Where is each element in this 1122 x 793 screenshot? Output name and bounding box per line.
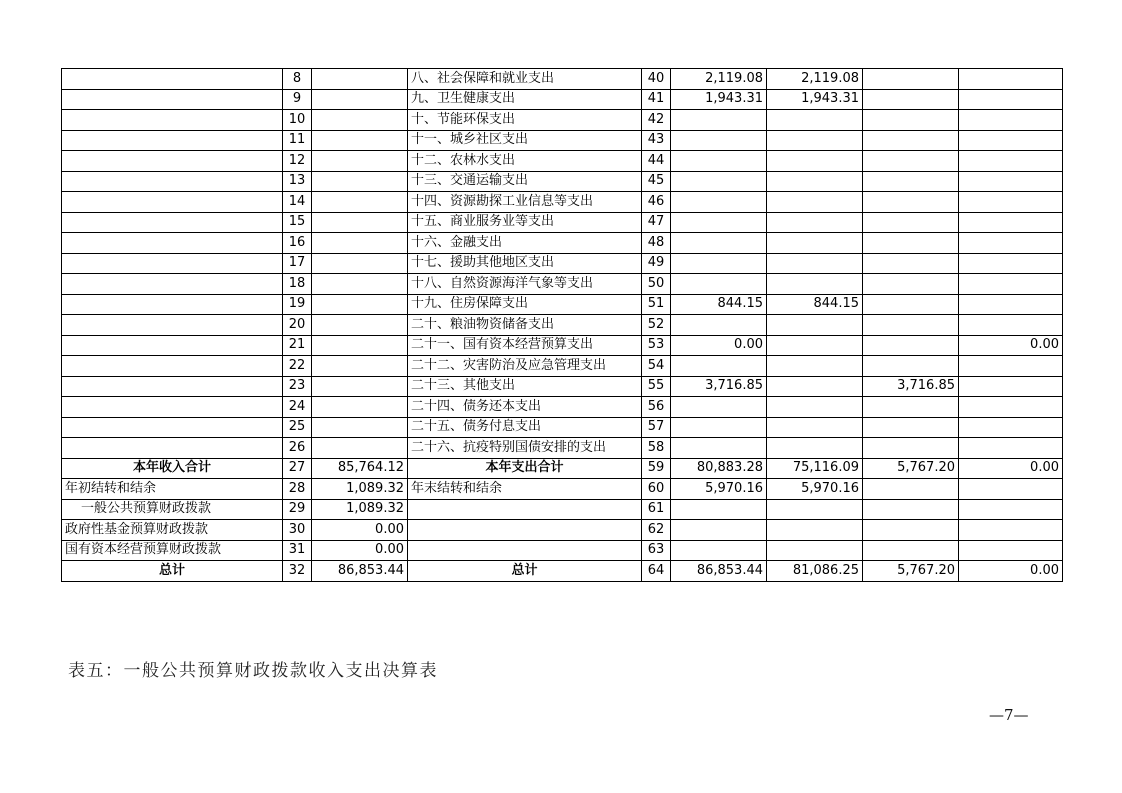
general-budget-cell bbox=[767, 499, 863, 520]
expense-total-cell bbox=[671, 192, 767, 213]
expense-number-cell: 57 bbox=[642, 417, 671, 438]
expense-total-cell: 844.15 bbox=[671, 294, 767, 315]
income-amount-cell bbox=[312, 274, 408, 295]
state-capital-cell bbox=[959, 253, 1063, 274]
fund-budget-cell bbox=[863, 417, 959, 438]
expense-item-cell: 二十五、债务付息支出 bbox=[408, 417, 642, 438]
expense-number-cell: 49 bbox=[642, 253, 671, 274]
general-budget-cell bbox=[767, 397, 863, 418]
expense-number-cell: 47 bbox=[642, 212, 671, 233]
expense-total-cell bbox=[671, 212, 767, 233]
state-capital-cell: 0.00 bbox=[959, 458, 1063, 479]
fund-budget-cell bbox=[863, 315, 959, 336]
state-capital-cell: 0.00 bbox=[959, 335, 1063, 356]
income-amount-cell bbox=[312, 376, 408, 397]
general-budget-cell bbox=[767, 110, 863, 131]
expense-item-cell: 十九、住房保障支出 bbox=[408, 294, 642, 315]
expense-total-cell bbox=[671, 417, 767, 438]
income-label-cell bbox=[62, 151, 283, 172]
expense-item-cell: 二十、粮油物资储备支出 bbox=[408, 315, 642, 336]
general-budget-cell bbox=[767, 274, 863, 295]
income-amount-cell bbox=[312, 294, 408, 315]
expense-item-cell bbox=[408, 540, 642, 561]
fund-budget-cell bbox=[863, 520, 959, 541]
total-income-label: 本年收入合计 bbox=[62, 458, 283, 479]
state-capital-cell bbox=[959, 417, 1063, 438]
expense-number-cell: 40 bbox=[642, 69, 671, 90]
income-label-cell bbox=[62, 438, 283, 459]
income-amount-cell: 0.00 bbox=[312, 540, 408, 561]
row-number-cell: 14 bbox=[283, 192, 312, 213]
table-row bbox=[62, 253, 1063, 274]
state-capital-cell bbox=[959, 130, 1063, 151]
fund-budget-cell bbox=[863, 335, 959, 356]
row-number-cell: 17 bbox=[283, 253, 312, 274]
table-row bbox=[62, 151, 1063, 172]
table-row bbox=[62, 356, 1063, 377]
expense-total-cell bbox=[671, 253, 767, 274]
expense-item-cell: 九、卫生健康支出 bbox=[408, 89, 642, 110]
expense-item-cell: 二十三、其他支出 bbox=[408, 376, 642, 397]
income-amount-cell bbox=[312, 89, 408, 110]
table-row bbox=[62, 89, 1063, 110]
general-budget-cell bbox=[767, 438, 863, 459]
table-row bbox=[62, 315, 1063, 336]
expense-number-cell: 51 bbox=[642, 294, 671, 315]
expense-number-cell: 41 bbox=[642, 89, 671, 110]
fund-budget-cell bbox=[863, 397, 959, 418]
income-label-cell bbox=[62, 294, 283, 315]
row-number-cell: 8 bbox=[283, 69, 312, 90]
table-row bbox=[62, 274, 1063, 295]
income-amount-cell bbox=[312, 233, 408, 254]
expense-item-cell: 十一、城乡社区支出 bbox=[408, 130, 642, 151]
expense-item-cell bbox=[408, 520, 642, 541]
state-capital-cell: 0.00 bbox=[959, 561, 1063, 582]
fund-budget-cell bbox=[863, 192, 959, 213]
general-budget-cell bbox=[767, 253, 863, 274]
page-number: —7— bbox=[989, 706, 1029, 724]
row-number-cell: 12 bbox=[283, 151, 312, 172]
row-number-cell: 9 bbox=[283, 89, 312, 110]
expense-number-cell: 58 bbox=[642, 438, 671, 459]
fund-budget-cell bbox=[863, 130, 959, 151]
general-budget-cell bbox=[767, 335, 863, 356]
state-capital-cell bbox=[959, 520, 1063, 541]
fund-budget-cell bbox=[863, 294, 959, 315]
expense-number-cell: 56 bbox=[642, 397, 671, 418]
state-capital-cell bbox=[959, 151, 1063, 172]
table-row bbox=[62, 376, 1063, 397]
fund-budget-cell bbox=[863, 356, 959, 377]
fund-budget-cell bbox=[863, 540, 959, 561]
table-caption: 表五：一般公共预算财政拨款收入支出决算表 bbox=[68, 661, 438, 681]
expense-item-cell: 二十二、灾害防治及应急管理支出 bbox=[408, 356, 642, 377]
fund-budget-cell bbox=[863, 171, 959, 192]
expense-number-cell: 43 bbox=[642, 130, 671, 151]
income-label-cell bbox=[62, 253, 283, 274]
expense-number-cell: 46 bbox=[642, 192, 671, 213]
expense-total-cell: 86,853.44 bbox=[671, 561, 767, 582]
row-number-cell: 13 bbox=[283, 171, 312, 192]
expense-total-cell: 80,883.28 bbox=[671, 458, 767, 479]
fund-budget-cell bbox=[863, 479, 959, 500]
expense-total-cell: 3,716.85 bbox=[671, 376, 767, 397]
carry-sub-label: 国有资本经营预算财政拨款 bbox=[62, 540, 283, 561]
grand-total-row bbox=[62, 561, 1063, 582]
general-budget-cell: 844.15 bbox=[767, 294, 863, 315]
state-capital-cell bbox=[959, 438, 1063, 459]
income-label-cell bbox=[62, 376, 283, 397]
state-capital-cell bbox=[959, 376, 1063, 397]
carry-sub-row bbox=[62, 499, 1063, 520]
carry-sub-label: 一般公共预算财政拨款 bbox=[62, 499, 283, 520]
expense-total-cell bbox=[671, 356, 767, 377]
general-budget-cell: 1,943.31 bbox=[767, 89, 863, 110]
expense-number-cell: 60 bbox=[642, 479, 671, 500]
general-budget-cell: 2,119.08 bbox=[767, 69, 863, 90]
expense-total-cell: 5,970.16 bbox=[671, 479, 767, 500]
expense-number-cell: 59 bbox=[642, 458, 671, 479]
expense-total-cell bbox=[671, 499, 767, 520]
state-capital-cell bbox=[959, 110, 1063, 131]
table-row bbox=[62, 397, 1063, 418]
state-capital-cell bbox=[959, 274, 1063, 295]
income-amount-cell bbox=[312, 69, 408, 90]
fund-budget-cell bbox=[863, 438, 959, 459]
row-number-cell: 10 bbox=[283, 110, 312, 131]
expense-number-cell: 55 bbox=[642, 376, 671, 397]
row-number-cell: 19 bbox=[283, 294, 312, 315]
grand-total-expense-label: 总计 bbox=[408, 561, 642, 582]
general-budget-cell bbox=[767, 233, 863, 254]
expense-total-cell bbox=[671, 315, 767, 336]
state-capital-cell bbox=[959, 171, 1063, 192]
general-budget-cell bbox=[767, 151, 863, 172]
expense-total-cell bbox=[671, 540, 767, 561]
row-number-cell: 22 bbox=[283, 356, 312, 377]
budget-final-accounts-table bbox=[61, 68, 1063, 582]
income-amount-cell: 1,089.32 bbox=[312, 479, 408, 500]
table-row bbox=[62, 294, 1063, 315]
fund-budget-cell bbox=[863, 212, 959, 233]
row-number-cell: 20 bbox=[283, 315, 312, 336]
fund-budget-cell bbox=[863, 499, 959, 520]
table-row bbox=[62, 335, 1063, 356]
general-budget-cell bbox=[767, 520, 863, 541]
expense-item-cell: 十四、资源勘探工业信息等支出 bbox=[408, 192, 642, 213]
fund-budget-cell bbox=[863, 253, 959, 274]
expense-item-cell: 十、节能环保支出 bbox=[408, 110, 642, 131]
table-row bbox=[62, 110, 1063, 131]
income-label-cell bbox=[62, 69, 283, 90]
fund-budget-cell bbox=[863, 69, 959, 90]
expense-item-cell: 十五、商业服务业等支出 bbox=[408, 212, 642, 233]
expense-total-cell bbox=[671, 233, 767, 254]
fund-budget-cell: 5,767.20 bbox=[863, 458, 959, 479]
table-row bbox=[62, 417, 1063, 438]
state-capital-cell bbox=[959, 89, 1063, 110]
row-number-cell: 27 bbox=[283, 458, 312, 479]
expense-total-cell bbox=[671, 274, 767, 295]
fund-budget-cell bbox=[863, 274, 959, 295]
total-expense-label: 本年支出合计 bbox=[408, 458, 642, 479]
table-row bbox=[62, 438, 1063, 459]
row-number-cell: 16 bbox=[283, 233, 312, 254]
state-capital-cell bbox=[959, 212, 1063, 233]
income-amount-cell: 1,089.32 bbox=[312, 499, 408, 520]
income-amount-cell bbox=[312, 171, 408, 192]
row-number-cell: 24 bbox=[283, 397, 312, 418]
income-amount-cell bbox=[312, 253, 408, 274]
income-amount-cell bbox=[312, 192, 408, 213]
income-label-cell bbox=[62, 110, 283, 131]
income-label-cell bbox=[62, 397, 283, 418]
income-amount-cell bbox=[312, 130, 408, 151]
state-capital-cell bbox=[959, 69, 1063, 90]
expense-number-cell: 44 bbox=[642, 151, 671, 172]
expense-number-cell: 63 bbox=[642, 540, 671, 561]
expense-item-cell: 十三、交通运输支出 bbox=[408, 171, 642, 192]
year-end-carry-label: 年末结转和结余 bbox=[408, 479, 642, 500]
expense-number-cell: 52 bbox=[642, 315, 671, 336]
income-amount-cell: 0.00 bbox=[312, 520, 408, 541]
expense-item-cell: 二十一、国有资本经营预算支出 bbox=[408, 335, 642, 356]
expense-number-cell: 54 bbox=[642, 356, 671, 377]
expense-total-cell bbox=[671, 151, 767, 172]
general-budget-cell bbox=[767, 356, 863, 377]
expense-total-cell bbox=[671, 397, 767, 418]
row-number-cell: 32 bbox=[283, 561, 312, 582]
state-capital-cell bbox=[959, 294, 1063, 315]
total-income-row bbox=[62, 458, 1063, 479]
general-budget-cell bbox=[767, 130, 863, 151]
income-label-cell bbox=[62, 130, 283, 151]
expense-total-cell bbox=[671, 171, 767, 192]
general-budget-cell bbox=[767, 192, 863, 213]
expense-item-cell: 八、社会保障和就业支出 bbox=[408, 69, 642, 90]
fund-budget-cell bbox=[863, 233, 959, 254]
income-label-cell bbox=[62, 171, 283, 192]
table-body bbox=[62, 69, 1063, 582]
expense-total-cell bbox=[671, 520, 767, 541]
income-amount-cell bbox=[312, 397, 408, 418]
row-number-cell: 28 bbox=[283, 479, 312, 500]
income-amount-cell bbox=[312, 438, 408, 459]
income-label-cell bbox=[62, 335, 283, 356]
state-capital-cell bbox=[959, 397, 1063, 418]
general-budget-cell bbox=[767, 417, 863, 438]
expense-item-cell: 二十四、债务还本支出 bbox=[408, 397, 642, 418]
income-label-cell bbox=[62, 315, 283, 336]
row-number-cell: 26 bbox=[283, 438, 312, 459]
income-amount-cell: 85,764.12 bbox=[312, 458, 408, 479]
table-row bbox=[62, 130, 1063, 151]
row-number-cell: 30 bbox=[283, 520, 312, 541]
general-budget-cell bbox=[767, 540, 863, 561]
expense-number-cell: 50 bbox=[642, 274, 671, 295]
income-amount-cell: 86,853.44 bbox=[312, 561, 408, 582]
expense-total-cell bbox=[671, 438, 767, 459]
income-label-cell bbox=[62, 89, 283, 110]
fund-budget-cell bbox=[863, 110, 959, 131]
expense-total-cell: 2,119.08 bbox=[671, 69, 767, 90]
income-amount-cell bbox=[312, 315, 408, 336]
grand-total-label: 总计 bbox=[62, 561, 283, 582]
general-budget-cell bbox=[767, 376, 863, 397]
state-capital-cell bbox=[959, 540, 1063, 561]
income-amount-cell bbox=[312, 335, 408, 356]
expense-item-cell bbox=[408, 499, 642, 520]
income-label-cell bbox=[62, 212, 283, 233]
expense-number-cell: 62 bbox=[642, 520, 671, 541]
carry-over-label: 年初结转和结余 bbox=[62, 479, 283, 500]
income-label-cell bbox=[62, 192, 283, 213]
row-number-cell: 29 bbox=[283, 499, 312, 520]
income-amount-cell bbox=[312, 417, 408, 438]
general-budget-cell: 5,970.16 bbox=[767, 479, 863, 500]
table-row bbox=[62, 192, 1063, 213]
general-budget-cell: 81,086.25 bbox=[767, 561, 863, 582]
expense-total-cell bbox=[671, 130, 767, 151]
expense-item-cell: 十二、农林水支出 bbox=[408, 151, 642, 172]
expense-total-cell: 1,943.31 bbox=[671, 89, 767, 110]
row-number-cell: 25 bbox=[283, 417, 312, 438]
income-amount-cell bbox=[312, 110, 408, 131]
state-capital-cell bbox=[959, 192, 1063, 213]
row-number-cell: 15 bbox=[283, 212, 312, 233]
fund-budget-cell: 3,716.85 bbox=[863, 376, 959, 397]
state-capital-cell bbox=[959, 479, 1063, 500]
expense-item-cell: 二十六、抗疫特别国债安排的支出 bbox=[408, 438, 642, 459]
income-amount-cell bbox=[312, 212, 408, 233]
income-amount-cell bbox=[312, 356, 408, 377]
row-number-cell: 21 bbox=[283, 335, 312, 356]
fund-budget-cell bbox=[863, 89, 959, 110]
row-number-cell: 11 bbox=[283, 130, 312, 151]
expense-number-cell: 64 bbox=[642, 561, 671, 582]
row-number-cell: 23 bbox=[283, 376, 312, 397]
income-label-cell bbox=[62, 233, 283, 254]
expense-item-cell: 十八、自然资源海洋气象等支出 bbox=[408, 274, 642, 295]
state-capital-cell bbox=[959, 233, 1063, 254]
state-capital-cell bbox=[959, 499, 1063, 520]
income-label-cell bbox=[62, 356, 283, 377]
expense-total-cell: 0.00 bbox=[671, 335, 767, 356]
state-capital-cell bbox=[959, 356, 1063, 377]
expense-number-cell: 48 bbox=[642, 233, 671, 254]
expense-item-cell: 十七、援助其他地区支出 bbox=[408, 253, 642, 274]
income-amount-cell bbox=[312, 151, 408, 172]
row-number-cell: 31 bbox=[283, 540, 312, 561]
carry-over-row bbox=[62, 479, 1063, 500]
fund-budget-cell: 5,767.20 bbox=[863, 561, 959, 582]
expense-number-cell: 61 bbox=[642, 499, 671, 520]
general-budget-cell bbox=[767, 171, 863, 192]
expense-number-cell: 45 bbox=[642, 171, 671, 192]
table-row bbox=[62, 212, 1063, 233]
carry-sub-row bbox=[62, 520, 1063, 541]
general-budget-cell: 75,116.09 bbox=[767, 458, 863, 479]
fund-budget-cell bbox=[863, 151, 959, 172]
expense-number-cell: 53 bbox=[642, 335, 671, 356]
state-capital-cell bbox=[959, 315, 1063, 336]
carry-sub-label: 政府性基金预算财政拨款 bbox=[62, 520, 283, 541]
expense-item-cell: 十六、金融支出 bbox=[408, 233, 642, 254]
income-label-cell bbox=[62, 274, 283, 295]
carry-sub-row bbox=[62, 540, 1063, 561]
table-row bbox=[62, 171, 1063, 192]
general-budget-cell bbox=[767, 212, 863, 233]
expense-total-cell bbox=[671, 110, 767, 131]
table-row bbox=[62, 69, 1063, 90]
expense-number-cell: 42 bbox=[642, 110, 671, 131]
income-label-cell bbox=[62, 417, 283, 438]
general-budget-cell bbox=[767, 315, 863, 336]
row-number-cell: 18 bbox=[283, 274, 312, 295]
table-row bbox=[62, 233, 1063, 254]
